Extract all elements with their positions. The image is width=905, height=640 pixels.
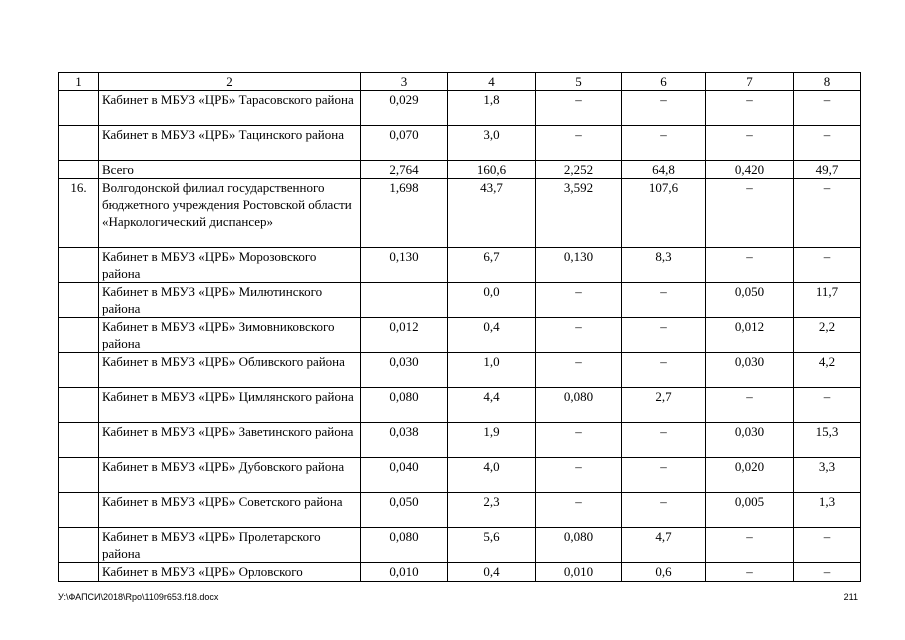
cell-col7: 0,005: [706, 493, 794, 528]
cell-col5: –: [536, 423, 622, 458]
cell-col3: 0,080: [361, 528, 448, 563]
cell-col6: 8,3: [622, 248, 706, 283]
cell-col8: 11,7: [794, 283, 861, 318]
cell-col3: 0,030: [361, 353, 448, 388]
cell-col5: 3,592: [536, 179, 622, 248]
cell-col8: –: [794, 528, 861, 563]
cell-col5: –: [536, 91, 622, 126]
cell-col4: 6,7: [448, 248, 536, 283]
cell-col3: 0,012: [361, 318, 448, 353]
cell-col4: 5,6: [448, 528, 536, 563]
cell-col7: –: [706, 388, 794, 423]
cell-col3: 0,010: [361, 563, 448, 582]
table-row: [59, 126, 861, 161]
row-name: Кабинет в МБУЗ «ЦРБ» Тарасовского района: [99, 91, 361, 126]
cell-col3: 0,029: [361, 91, 448, 126]
cell-col6: –: [622, 318, 706, 353]
cell-col3: [361, 283, 448, 318]
row-name: Кабинет в МБУЗ «ЦРБ» Пролетарского района: [99, 528, 361, 563]
table-row: [59, 353, 861, 388]
cell-col6: –: [622, 126, 706, 161]
cell-col7: –: [706, 91, 794, 126]
row-name: Кабинет в МБУЗ «ЦРБ» Тацинского района: [99, 126, 361, 161]
row-name: Кабинет в МБУЗ «ЦРБ» Орловского: [99, 563, 361, 582]
header-cell: 3: [361, 73, 448, 91]
cell-col3: 0,080: [361, 388, 448, 423]
row-name: Кабинет в МБУЗ «ЦРБ» Советского района: [99, 493, 361, 528]
cell-col4: 160,6: [448, 161, 536, 179]
cell-col4: 43,7: [448, 179, 536, 248]
row-number: [59, 493, 99, 528]
cell-col4: 2,3: [448, 493, 536, 528]
table-row: [59, 91, 861, 126]
data-table: [58, 72, 861, 582]
cell-col4: 0,0: [448, 283, 536, 318]
row-number: 16.: [59, 179, 99, 248]
cell-col7: –: [706, 248, 794, 283]
row-number: [59, 161, 99, 179]
row-number: [59, 91, 99, 126]
cell-col5: –: [536, 458, 622, 493]
header-cell: 1: [59, 73, 99, 91]
table-header-row: [59, 73, 861, 91]
cell-col4: 4,0: [448, 458, 536, 493]
row-number: [59, 528, 99, 563]
cell-col8: 49,7: [794, 161, 861, 179]
header-cell: 2: [99, 73, 361, 91]
row-name: Кабинет в МБУЗ «ЦРБ» Цимлянского района: [99, 388, 361, 423]
cell-col8: –: [794, 179, 861, 248]
cell-col7: –: [706, 179, 794, 248]
cell-col5: 0,080: [536, 388, 622, 423]
row-number: [59, 248, 99, 283]
cell-col3: 0,130: [361, 248, 448, 283]
row-name: Кабинет в МБУЗ «ЦРБ» Морозовского района: [99, 248, 361, 283]
cell-col7: –: [706, 563, 794, 582]
cell-col4: 3,0: [448, 126, 536, 161]
header-cell: 7: [706, 73, 794, 91]
cell-col7: –: [706, 126, 794, 161]
cell-col5: –: [536, 493, 622, 528]
cell-col5: –: [536, 126, 622, 161]
header-cell: 4: [448, 73, 536, 91]
cell-col3: 0,070: [361, 126, 448, 161]
cell-col5: –: [536, 318, 622, 353]
table-row: [59, 283, 861, 318]
row-number: [59, 283, 99, 318]
cell-col6: –: [622, 91, 706, 126]
row-number: [59, 423, 99, 458]
table-row: [59, 248, 861, 283]
header-cell: 8: [794, 73, 861, 91]
cell-col6: 2,7: [622, 388, 706, 423]
cell-col4: 1,8: [448, 91, 536, 126]
cell-col8: –: [794, 388, 861, 423]
cell-col7: –: [706, 528, 794, 563]
table-row: [59, 388, 861, 423]
table-row: [59, 179, 861, 248]
cell-col6: –: [622, 283, 706, 318]
cell-col5: 2,252: [536, 161, 622, 179]
cell-col6: –: [622, 353, 706, 388]
cell-col8: –: [794, 563, 861, 582]
cell-col8: 2,2: [794, 318, 861, 353]
cell-col7: 0,030: [706, 353, 794, 388]
cell-col8: 4,2: [794, 353, 861, 388]
cell-col8: 1,3: [794, 493, 861, 528]
row-name: Волгодонской филиал государственного бюджетного учреждения Ростовской области «Наркологический диспансер»: [99, 179, 361, 248]
row-name: Кабинет в МБУЗ «ЦРБ» Обливского района: [99, 353, 361, 388]
cell-col7: 0,050: [706, 283, 794, 318]
cell-col4: 0,4: [448, 563, 536, 582]
page-number: 211: [843, 592, 858, 602]
table-row: [59, 528, 861, 563]
row-number: [59, 318, 99, 353]
row-number: [59, 388, 99, 423]
cell-col3: 1,698: [361, 179, 448, 248]
cell-col7: 0,030: [706, 423, 794, 458]
cell-col8: –: [794, 248, 861, 283]
footer-file-path: У:\ФАПСИ\2018\Rpo\1109r653.f18.docx: [58, 592, 219, 602]
cell-col8: 15,3: [794, 423, 861, 458]
cell-col6: 4,7: [622, 528, 706, 563]
cell-col4: 1,9: [448, 423, 536, 458]
header-cell: 5: [536, 73, 622, 91]
cell-col6: 107,6: [622, 179, 706, 248]
row-number: [59, 353, 99, 388]
cell-col6: 64,8: [622, 161, 706, 179]
cell-col8: –: [794, 126, 861, 161]
cell-col6: 0,6: [622, 563, 706, 582]
cell-col3: 0,050: [361, 493, 448, 528]
cell-col3: 2,764: [361, 161, 448, 179]
row-name: Кабинет в МБУЗ «ЦРБ» Дубовского района: [99, 458, 361, 493]
total-row: [59, 161, 861, 179]
cell-col3: 0,040: [361, 458, 448, 493]
table-row: [59, 493, 861, 528]
cell-col4: 1,0: [448, 353, 536, 388]
cell-col6: –: [622, 493, 706, 528]
table-row: [59, 318, 861, 353]
row-name: Кабинет в МБУЗ «ЦРБ» Зимовниковского района: [99, 318, 361, 353]
cell-col4: 4,4: [448, 388, 536, 423]
row-name: Всего: [99, 161, 361, 179]
cell-col3: 0,038: [361, 423, 448, 458]
table-row: [59, 458, 861, 493]
cell-col6: –: [622, 458, 706, 493]
cell-col6: –: [622, 423, 706, 458]
table-row: [59, 423, 861, 458]
cell-col5: 0,010: [536, 563, 622, 582]
cell-col7: 0,420: [706, 161, 794, 179]
cell-col8: –: [794, 91, 861, 126]
header-cell: 6: [622, 73, 706, 91]
row-number: [59, 458, 99, 493]
cell-col5: –: [536, 283, 622, 318]
row-name: Кабинет в МБУЗ «ЦРБ» Заветинского района: [99, 423, 361, 458]
cell-col7: 0,020: [706, 458, 794, 493]
cell-col7: 0,012: [706, 318, 794, 353]
row-number: [59, 126, 99, 161]
row-name: Кабинет в МБУЗ «ЦРБ» Милютинского района: [99, 283, 361, 318]
cell-col5: –: [536, 353, 622, 388]
row-number: [59, 563, 99, 582]
table-row: [59, 563, 861, 582]
cell-col4: 0,4: [448, 318, 536, 353]
cell-col8: 3,3: [794, 458, 861, 493]
cell-col5: 0,130: [536, 248, 622, 283]
cell-col5: 0,080: [536, 528, 622, 563]
